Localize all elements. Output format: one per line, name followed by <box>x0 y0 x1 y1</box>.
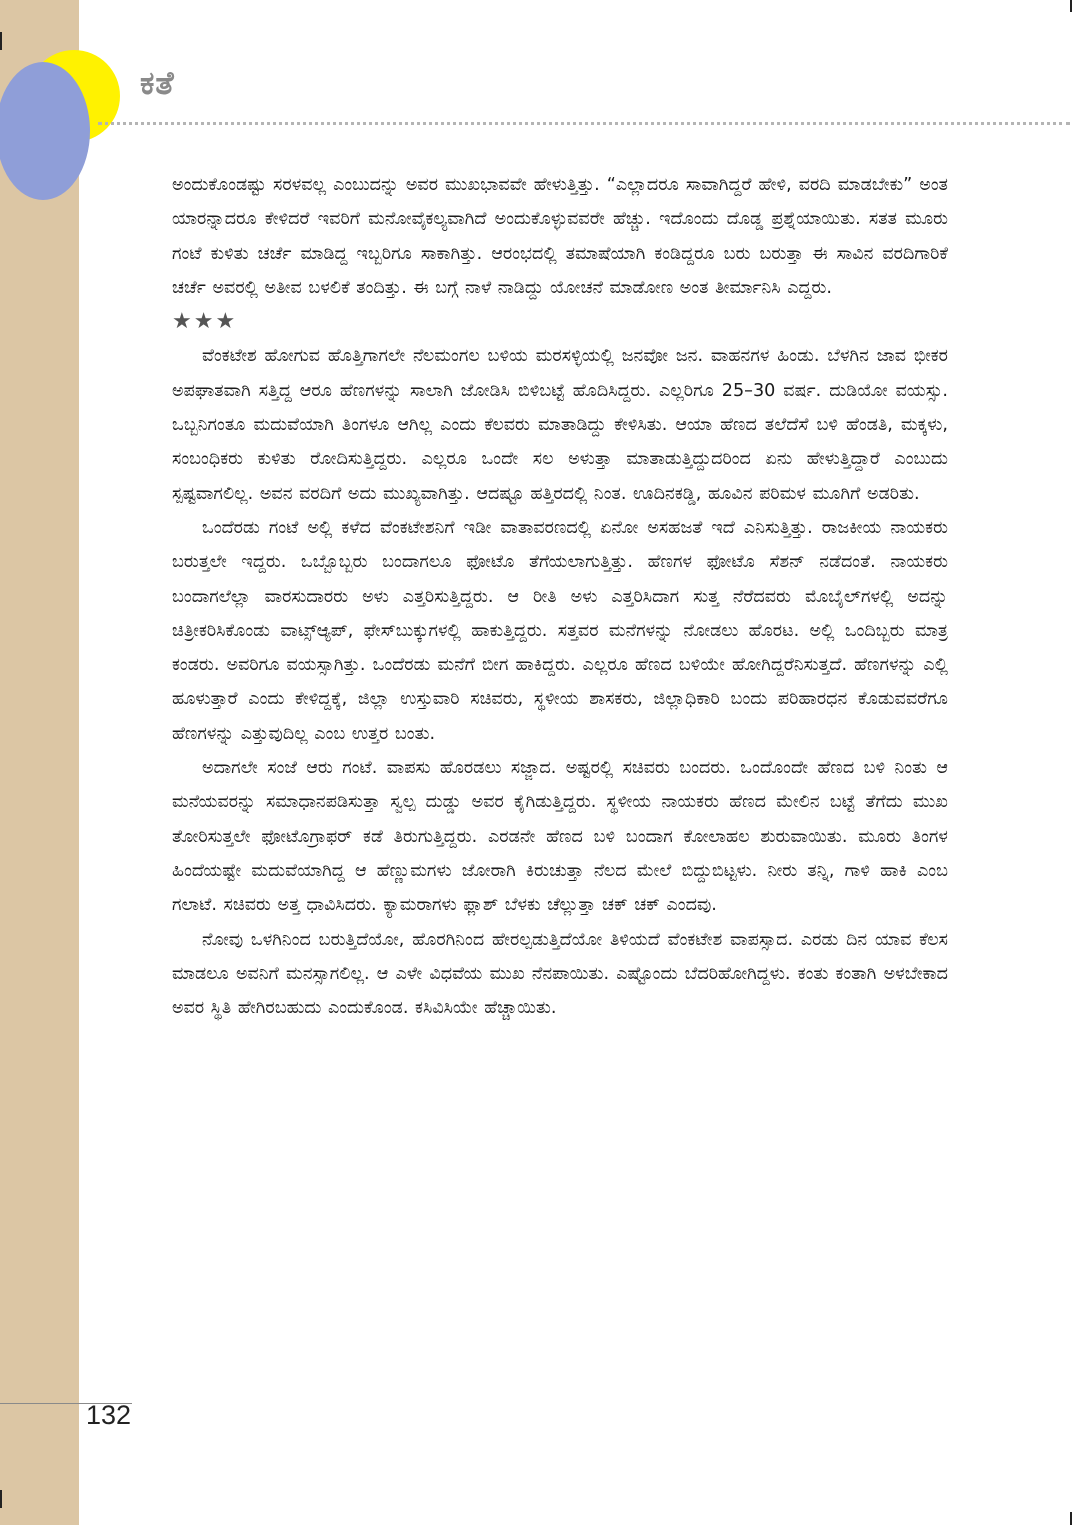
crop-mark <box>0 1490 2 1508</box>
page-side-band <box>0 0 79 1525</box>
crop-mark <box>0 32 2 50</box>
paragraph: ಅದಾಗಲೇ ಸಂಜೆ ಆರು ಗಂಟೆ. ವಾಪಸು ಹೊರಡಲು ಸಜ್ಜಾದ. ಅಷ್ಟರಲ್ಲಿ ಸಚಿವರು ಬಂದರು. ಒಂದೊಂದೇ ಹೆಣದ ಬಳಿ ನಿಂತು ಆ ಮನೆಯವರನ್ನು ಸಮಾಧಾನಪಡಿಸುತ್ತಾ ಸ್ವಲ್ಪ ದುಡ್ಡು ಅವರ ಕೈಗಿಡುತ್ತಿದ್ದರು. ಸ್ಥಳೀಯ ನಾಯಕರು ಹೆಣದ ಮೇಲಿನ ಬಟ್ಟೆ ತೆಗೆದು ಮುಖ ತೋರಿಸುತ್ತಲೇ ಫೋಟೊಗ್ರಾಫರ್ ಕಡೆ ತಿರುಗುತ್ತಿದ್ದರು. ಎರಡನೇ ಹೆಣದ ಬಳಿ ಬಂದಾಗ ಕೋಲಾಹಲ ಶುರುವಾಯಿತು. ಮೂರು ತಿಂಗಳ ಹಿಂದೆಯಷ್ಟೇ ಮದುವೆಯಾಗಿದ್ದ ಆ ಹೆಣ್ಣುಮಗಳು ಜೋರಾಗಿ ಕಿರುಚುತ್ತಾ ನೆಲದ ಮೇಲೆ ಬಿದ್ದುಬಿಟ್ಟಳು. ನೀರು ತನ್ನಿ, ಗಾಳಿ ಹಾಕಿ ಎಂಬ ಗಲಾಟೆ. ಸಚಿವರು ಅತ್ತ ಧಾವಿಸಿದರು. ಕ್ಯಾಮರಾಗಳು ಫ್ಲಾಶ್ ಬೆಳಕು ಚೆಲ್ಲುತ್ತಾ ಚಕ್ ಚಕ್ ಎಂದವು. <box>172 758 948 916</box>
paragraph: ವೆಂಕಟೇಶ ಹೋಗುವ ಹೊತ್ತಿಗಾಗಲೇ ನೆಲಮಂಗಲ ಬಳಿಯ ಮರಸಳ್ಳಿಯಲ್ಲಿ ಜನವೋ ಜನ. ವಾಹನಗಳ ಹಿಂಡು. ಬೆಳಗಿನ ಜಾವ ಭೀಕರ ಅಪಘಾತವಾಗಿ ಸತ್ತಿದ್ದ ಆರೂ ಹೆಣಗಳನ್ನು ಸಾಲಾಗಿ ಜೋಡಿಸಿ ಬಿಳಿಬಟ್ಟೆ ಹೊದಿಸಿದ್ದರು. ಎಲ್ಲರಿಗೂ 25–30 ವರ್ಷ. ದುಡಿಯೋ ವಯಸ್ಸು. ಒಬ್ಬನಿಗಂತೂ ಮದುವೆಯಾಗಿ ತಿಂಗಳೂ ಆಗಿಲ್ಲ ಎಂದು ಕೆಲವರು ಮಾತಾಡಿದ್ದು ಕೇಳಿಸಿತು. ಆಯಾ ಹೆಣದ ತಲೆದೆಸೆ ಬಳಿ ಹೆಂಡತಿ, ಮಕ್ಕಳು, ಸಂಬಂಧಿಕರು ಕುಳಿತು ರೋದಿಸುತ್ತಿದ್ದರು. ಎಲ್ಲರೂ ಒಂದೇ ಸಲ ಅಳುತ್ತಾ ಮಾತಾಡುತ್ತಿದ್ದುದರಿಂದ ಏನು ಹೇಳುತ್ತಿದ್ದಾರೆ ಎಂಬುದು ಸ್ಪಷ್ಟವಾಗಲಿಲ್ಲ. ಅವನ ವರದಿಗೆ ಅದು ಮುಖ್ಯವಾಗಿತ್ತು. ಆದಷ್ಟೂ ಹತ್ತಿರದಲ್ಲಿ ನಿಂತ. ಊದಿನಕಡ್ಡಿ, ಹೂವಿನ ಪರಿಮಳ ಮೂಗಿಗೆ ಅಡರಿತು. <box>172 346 948 504</box>
header-divider <box>98 122 1070 125</box>
story-text <box>172 168 948 1025</box>
paragraph: ಅಂದುಕೊಂಡಷ್ಟು ಸರಳವಲ್ಲ ಎಂಬುದನ್ನು ಅವರ ಮುಖಭಾವವೇ ಹೇಳುತ್ತಿತ್ತು. “ಎಲ್ಲಾದರೂ ಸಾವಾಗಿದ್ದರೆ ಹೇಳಿ, ವರದಿ ಮಾಡಬೇಕು” ಅಂತ ಯಾರನ್ನಾದರೂ ಕೇಳಿದರೆ ಇವರಿಗೆ ಮನೋವೈಕಲ್ಯವಾಗಿದೆ ಅಂದುಕೊಳ್ಳುವವರೇ ಹೆಚ್ಚು. ಇದೊಂದು ದೊಡ್ಡ ಪ್ರಶ್ನೆಯಾಯಿತು. ಸತತ ಮೂರು ಗಂಟೆ ಕುಳಿತು ಚರ್ಚೆ ಮಾಡಿದ್ದ ಇಬ್ಬರಿಗೂ ಸಾಕಾಗಿತ್ತು. ಆರಂಭದಲ್ಲಿ ತಮಾಷೆಯಾಗಿ ಕಂಡಿದ್ದರೂ ಬರು ಬರುತ್ತಾ ಈ ಸಾವಿನ ವರದಿಗಾರಿಕೆ ಚರ್ಚೆ ಅವರಲ್ಲಿ ಅತೀವ ಬಳಲಿಕೆ ತಂದಿತ್ತು. ಈ ಬಗ್ಗೆ ನಾಳೆ ನಾಡಿದ್ದು ಯೋಚನೆ ಮಾಡೋಣ ಅಂತ ತೀರ್ಮಾನಿಸಿ ಎದ್ದರು. <box>172 175 948 298</box>
paragraph: ಒಂದೆರಡು ಗಂಟೆ ಅಲ್ಲಿ ಕಳೆದ ವೆಂಕಟೇಶನಿಗೆ ಇಡೀ ವಾತಾವರಣದಲ್ಲಿ ಏನೋ ಅಸಹಜತೆ ಇದೆ ಎನಿಸುತ್ತಿತ್ತು. ರಾಜಕೀಯ ನಾಯಕರು ಬರುತ್ತಲೇ ಇದ್ದರು. ಒಬ್ಬೊಬ್ಬರು ಬಂದಾಗಲೂ ಫೋಟೊ ತೆಗೆಯಲಾಗುತ್ತಿತ್ತು. ಹೆಣಗಳ ಫೋಟೊ ಸೆಶನ್ ನಡೆದಂತೆ. ನಾಯಕರು ಬಂದಾಗಲೆಲ್ಲಾ ವಾರಸುದಾರರು ಅಳು ಎತ್ತರಿಸುತ್ತಿದ್ದರು. ಆ ರೀತಿ ಅಳು ಎತ್ತರಿಸಿದಾಗ ಸುತ್ತ ನೆರೆದವರು ಮೊಬೈಲ್‌ಗಳಲ್ಲಿ ಅದನ್ನು ಚಿತ್ರೀಕರಿಸಿಕೊಂಡು ವಾಟ್ಸ್‌ಆ್ಯಪ್, ಫೇಸ್‌ಬುಕ್ಕುಗಳಲ್ಲಿ ಹಾಕುತ್ತಿದ್ದರು. ಸತ್ತವರ ಮನೆಗಳನ್ನು ನೋಡಲು ಹೊರಟ. ಅಲ್ಲಿ ಒಂದಿಬ್ಬರು ಮಾತ್ರ ಕಂಡರು. ಅವರಿಗೂ ವಯಸ್ಸಾಗಿತ್ತು. ಒಂದೆರಡು ಮನೆಗೆ ಬೀಗ ಹಾಕಿದ್ದರು. ಎಲ್ಲರೂ ಹೆಣದ ಬಳಿಯೇ ಹೋಗಿದ್ದರೆನಿಸುತ್ತದೆ. ಹೆಣಗಳನ್ನು ಎಲ್ಲಿ ಹೂಳುತ್ತಾರೆ ಎಂದು ಕೇಳಿದ್ದಕ್ಕೆ, ಜಿಲ್ಲಾ ಉಸ್ತುವಾರಿ ಸಚಿವರು, ಸ್ಥಳೀಯ ಶಾಸಕರು, ಜಿಲ್ಲಾಧಿಕಾರಿ ಬಂದು ಪರಿಹಾರಧನ ಕೊಡುವವರೆಗೂ ಹೆಣಗಳನ್ನು ಎತ್ತುವುದಿಲ್ಲ ಎಂಬ ಉತ್ತರ ಬಂತು. <box>172 517 948 744</box>
paragraph: ನೋವು ಒಳಗಿನಿಂದ ಬರುತ್ತಿದೆಯೋ, ಹೊರಗಿನಿಂದ ಹೇರಲ್ಪಡುತ್ತಿದೆಯೋ ತಿಳಿಯದೆ ವೆಂಕಟೇಶ ವಾಪಸ್ಸಾದ. ಎರಡು ದಿನ ಯಾವ ಕೆಲಸ ಮಾಡಲೂ ಅವನಿಗೆ ಮನಸ್ಸಾಗಲಿಲ್ಲ. ಆ ಎಳೇ ವಿಧವೆಯ ಮುಖ ನೆನಪಾಯಿತು. ಎಷ್ಟೊಂದು ಬೆದರಿಹೋಗಿದ್ದಳು. ಕಂತು ಕಂತಾಗಿ ಅಳಬೇಕಾದ ಅವರ ಸ್ಥಿತಿ ಹೇಗಿರಬಹುದು ಎಂದುಕೊಂಡ. ಕಸಿವಿಸಿಯೇ ಹೆಚ್ಚಾಯಿತು. <box>172 929 948 1019</box>
section-separator: ★★★ <box>172 309 238 335</box>
section-label: ಕತೆ <box>140 64 175 102</box>
page-number: 132 <box>86 1400 132 1430</box>
decorative-blue-circle <box>0 62 90 200</box>
